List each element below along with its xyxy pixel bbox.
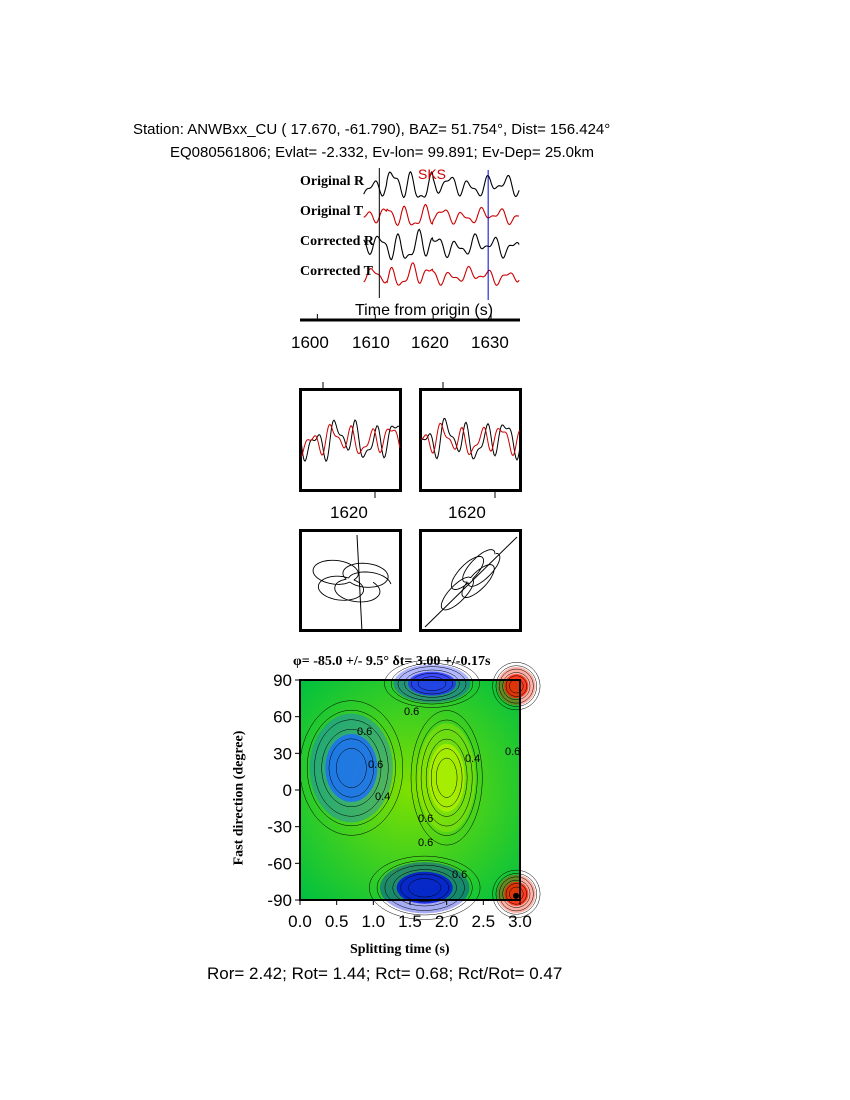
heatmap-x-tick-label: 2.0 bbox=[434, 912, 459, 931]
heatmap-y-tick-label: -30 bbox=[267, 817, 292, 837]
station-info: Station: ANWBxx_CU ( 17.670, -61.790), BAZ= 51.754°, Dist= 156.424° bbox=[133, 121, 611, 138]
heatmap-region bbox=[429, 744, 465, 812]
contour-label: 0.6 bbox=[404, 706, 420, 718]
heatmap-x-tick-label: 2.5 bbox=[471, 912, 496, 931]
window-tick-right: 1620 bbox=[448, 503, 486, 522]
trace-tick-1610: 1610 bbox=[352, 333, 390, 352]
heatmap-y-tick-label: 30 bbox=[273, 744, 292, 764]
heatmap-x-tick-label: 1.0 bbox=[361, 912, 386, 931]
heatmap-y-axis-title: Fast direction (degree) bbox=[231, 730, 247, 866]
heatmap-x-axis-title: Splitting time (s) bbox=[350, 942, 450, 957]
contour-label: 0.4 bbox=[465, 753, 481, 765]
heatmap-x-tick-label: 0.5 bbox=[324, 912, 349, 931]
event-info: EQ080561806; Evlat= -2.332, Ev-lon= 99.891; Ev-Dep= 25.0km bbox=[170, 144, 595, 161]
heatmap-region bbox=[397, 872, 453, 904]
grid-search-title: φ= -85.0 +/- 9.5° δt= 3.00 +/-0.17s bbox=[293, 654, 491, 669]
phase-label-sks: SKS bbox=[418, 166, 447, 182]
trace-label-original-r: Original R bbox=[300, 174, 365, 189]
trace-label-original-t: Original T bbox=[300, 204, 364, 219]
heatmap-x-tick-label: 0.0 bbox=[288, 912, 312, 931]
trace-tick-1620: 1620 bbox=[411, 333, 449, 352]
ratio-summary: Ror= 2.42; Rot= 1.44; Rct= 0.68; Rct/Rot= 0.47 bbox=[207, 964, 563, 983]
contour-label: 0.6 bbox=[452, 869, 468, 881]
heatmap-region bbox=[408, 672, 456, 696]
best-fit-marker bbox=[513, 893, 519, 899]
trace-label-corrected-t: Corrected T bbox=[300, 264, 373, 279]
trace-tick-1600: 1600 bbox=[291, 333, 329, 352]
trace-tick-1630: 1630 bbox=[471, 333, 509, 352]
contour-label: 0.4 bbox=[375, 791, 391, 803]
heatmap-y-tick-label: 0 bbox=[282, 781, 292, 800]
window-tick-left: 1620 bbox=[330, 503, 368, 522]
heatmap-region bbox=[504, 674, 528, 698]
heatmap-y-tick-label: 60 bbox=[273, 707, 292, 727]
heatmap-y-tick-label: -60 bbox=[267, 854, 292, 874]
contour-label: 0.6 bbox=[357, 726, 373, 738]
heatmap-x-tick-label: 1.5 bbox=[398, 912, 422, 931]
heatmap-y-tick-label: -90 bbox=[267, 891, 292, 910]
contour-label: 0.6 bbox=[505, 746, 521, 758]
contour-label: 0.6 bbox=[418, 837, 434, 849]
contour-label: 0.6 bbox=[418, 813, 434, 825]
trace-label-corrected-r: Corrected R bbox=[300, 234, 374, 249]
contour-label: 0.6 bbox=[368, 759, 384, 771]
heatmap-x-tick-label: 3.0 bbox=[508, 912, 532, 931]
trace-x-axis-title: Time from origin (s) bbox=[355, 302, 494, 319]
heatmap-y-tick-label: 90 bbox=[273, 671, 292, 690]
